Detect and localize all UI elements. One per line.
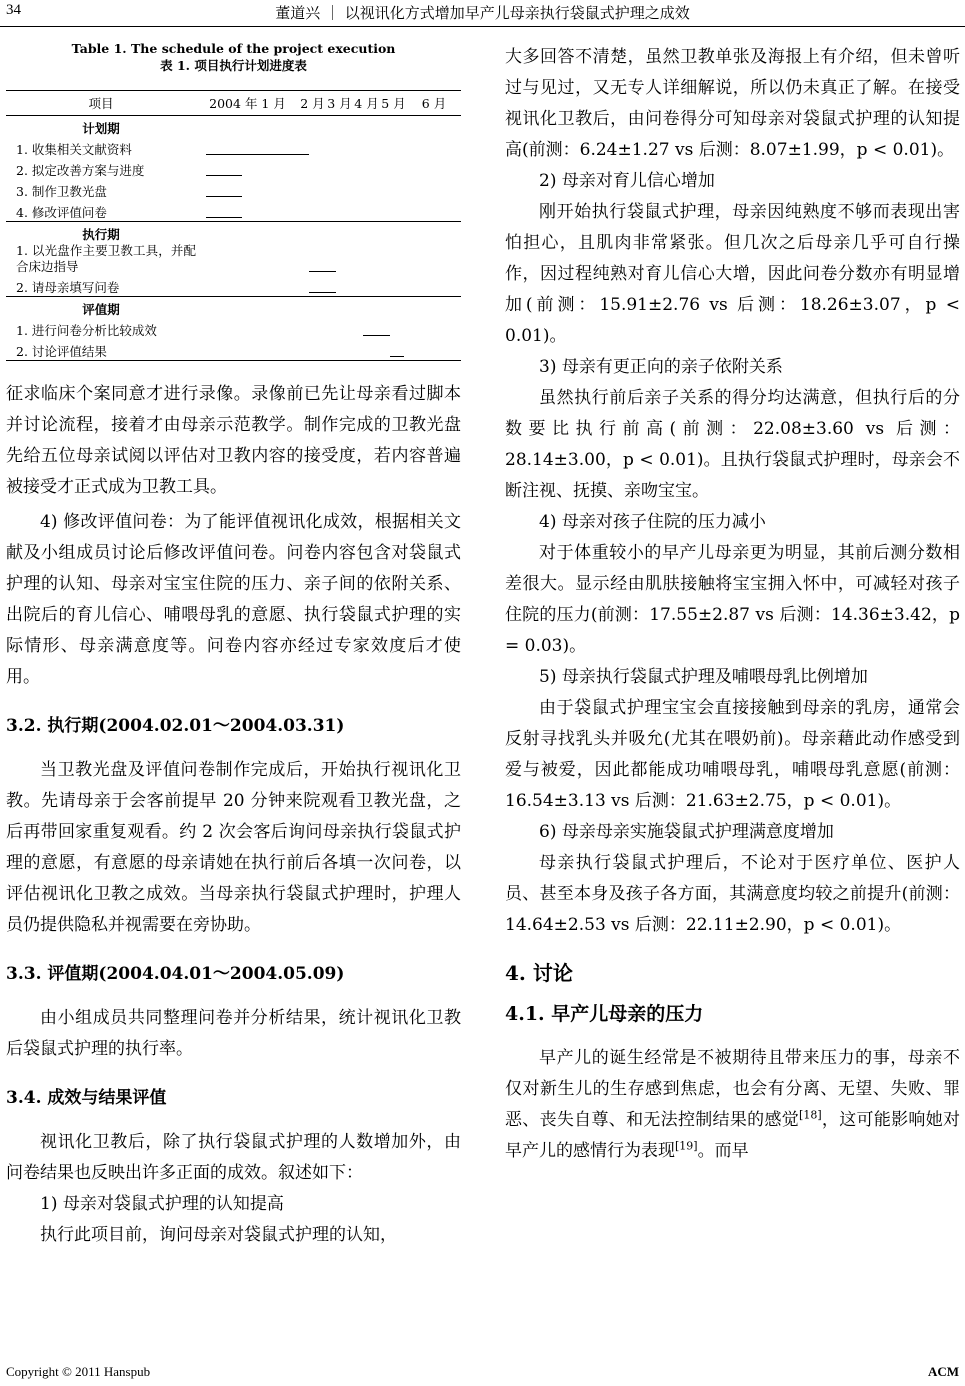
gantt-bar <box>309 271 336 272</box>
list-item: 2) 母亲对育儿信心增加 <box>539 171 715 191</box>
running-title: 董道兴 ｜ 以视讯化方式增加早产儿母亲执行袋鼠式护理之成效 <box>275 4 690 22</box>
citation-ref: [18] <box>799 1108 822 1122</box>
page-header <box>0 0 965 27</box>
paragraph: 征求临床个案同意才进行录像。录像前已先让母亲看过脚本并讨论流程，接着才由母亲示范教学。制作完成的卫教光盘先给五位母亲试阅以评估对卫教内容的接受度，若内容普遍被接受才正式成为卫教工具。 <box>6 384 461 497</box>
phase-row <box>6 222 461 244</box>
section-heading-4: 4. 讨论 <box>505 961 573 985</box>
col-header: 项目 <box>6 91 196 116</box>
phase-row <box>6 116 461 138</box>
gantt-bar <box>363 335 390 336</box>
paragraph: 4) 修改评值问卷：为了能评值视讯化成效，根据相关文献及小组成员讨论后修改评值问卷。问卷内容包含对袋鼠式护理的认知、母亲对宝宝住院的压力、亲子间的依附关系、出院后的育儿信心、哺喂母乳的意愿、执行袋鼠式护理的实际情形、母亲满意度等。问卷内容亦经过专家效度后才使用。 <box>6 512 461 687</box>
paragraph: 执行此项目前，询问母亲对袋鼠式护理的认知， <box>40 1225 397 1245</box>
section-heading-3-2: 3.2. 执行期(2004.02.01～2004.03.31) <box>6 716 345 736</box>
paragraph <box>505 1043 960 1167</box>
paragraph: 虽然执行前后亲子关系的得分均达满意，但执行后的分数要比执行前高(前测：22.08±3.60 vs 后测：28.14±3.00，p < 0.01)。且执行袋鼠式护理时，母亲会不断注视、抚摸、亲吻宝宝。 <box>505 388 960 501</box>
col-header: 6 月 <box>407 91 461 116</box>
phase-exec-label: 执行期 <box>6 222 196 244</box>
col-header: 3 月 <box>326 91 353 116</box>
row-label: 2. 请母亲填写问卷 <box>16 280 120 295</box>
section-heading-3-4: 3.4. 成效与结果评值 <box>6 1088 167 1108</box>
gantt-bar <box>206 196 242 197</box>
schedule-table <box>6 90 461 361</box>
row-label: 1. 收集相关文献资料 <box>16 142 132 157</box>
table-row <box>6 339 461 361</box>
list-item: 3) 母亲有更正向的亲子依附关系 <box>539 357 783 377</box>
footer-copyright: Copyright © 2011 Hanspub <box>6 1364 151 1379</box>
paragraph: 由于袋鼠式护理宝宝会直接接触到母亲的乳房，通常会反射寻找乳头并吸允(尤其在喂奶前)。母亲藉此动作感受到爱与被爱，因此都能成功哺喂母乳，哺喂母乳意愿(前测：16.54±3.13 vs 后测：21.63±2.75，p < 0.01)。 <box>505 698 960 811</box>
row-label: 2. 拟定改善方案与进度 <box>16 163 145 178</box>
row-label: 2. 讨论评值结果 <box>6 339 196 361</box>
table-caption-zh: 表 1. 项目执行计划进度表 <box>160 58 307 73</box>
table-row <box>6 200 461 222</box>
table-header-row <box>6 91 461 116</box>
col-header: 2 月 <box>299 91 326 116</box>
table-row <box>6 318 461 339</box>
list-item: 4) 母亲对孩子住院的压力减小 <box>539 512 766 532</box>
gantt-bar <box>309 292 336 293</box>
row-label: 4. 修改评值问卷 <box>16 205 107 220</box>
row-label: 1. 进行问卷分析比较成效 <box>16 323 157 338</box>
table-row <box>6 243 461 275</box>
col-header: 4 月 <box>353 91 380 116</box>
col-header: 2004 年 1 月 <box>196 91 299 116</box>
paragraph: 对于体重较小的早产儿母亲更为明显，其前后测分数相差很大。显示经由肌肤接触将宝宝拥入怀中，可减轻对孩子住院的压力(前测：17.55±2.87 vs 后测：14.36±3.42，p = 0.03)。 <box>505 543 960 656</box>
paragraph-text: 早产儿的诞生经常是不被期待且带来压力的事，母亲不仅对新生儿的生存感到焦虑，也会有分离、无望、失败、罪恶、丧失自尊、和无法控制结果的感觉 <box>505 1048 960 1130</box>
table-row <box>6 179 461 200</box>
list-item: 5) 母亲执行袋鼠式护理及哺喂母乳比例增加 <box>539 667 868 687</box>
section-heading-3-3: 3.3. 评值期(2004.04.01～2004.05.09) <box>6 964 345 984</box>
table-caption-en: Table 1. The schedule of the project execution <box>71 41 396 56</box>
section-heading-4-1: 4.1. 早产儿母亲的压力 <box>505 1003 704 1025</box>
list-item: 1) 母亲对袋鼠式护理的认知提高 <box>40 1194 284 1214</box>
table-row <box>6 275 461 297</box>
paragraph: 母亲执行袋鼠式护理后，不论对于医疗单位、医护人员、甚至本身及孩子各方面，其满意度均较之前提升(前测：14.64±2.53 vs 后测：22.11±2.90，p < 0.01)。 <box>505 853 960 935</box>
col-header: 5 月 <box>380 91 407 116</box>
gantt-bar <box>206 175 242 176</box>
paragraph-text: ，这可能影响她对早产儿的感情行为表现 <box>505 1110 961 1161</box>
paragraph: 刚开始执行袋鼠式护理，母亲因纯熟度不够而表现出害怕担心，且肌肉非常紧张。但几次之后母亲几乎可自行操作，因过程纯熟对育儿信心大增，因此问卷分数亦有明显增加(前测：15.91±2.76 vs 后测：18.26±3.07，p < 0.01)。 <box>505 202 960 346</box>
table-row <box>6 158 461 179</box>
row-label: 1. 以光盘作主要卫教工具，并配合床边指导 <box>16 243 196 274</box>
paragraph: 大多回答不清楚，虽然卫教单张及海报上有介绍，但未曾听过与见过，又无专人详细解说，所以仍未真正了解。在接受视讯化卫教后，由问卷得分可知母亲对袋鼠式护理的认知提高(前测：6.24±1.27 vs 后测：8.07±1.99，p < 0.01)。 <box>505 47 960 160</box>
phase-eval-label: 评值期 <box>6 297 196 319</box>
citation-ref: [19] <box>675 1139 698 1153</box>
paragraph: 视讯化卫教后，除了执行袋鼠式护理的人数增加外，由问卷结果也反映出许多正面的成效。叙述如下： <box>6 1132 461 1183</box>
left-column <box>6 40 461 1251</box>
gantt-bar <box>206 154 309 155</box>
table-row <box>6 137 461 158</box>
page-number: 34 <box>6 2 21 18</box>
gantt-bar <box>390 356 404 357</box>
right-column <box>505 42 960 1167</box>
paragraph: 当卫教光盘及评值问卷制作完成后，开始执行视讯化卫教。先请母亲于会客前提早 20 分钟来院观看卫教光盘，之后再带回家重复观看。约 2 次会客后询问母亲执行袋鼠式护理的意愿，有意愿的母亲请她在执行前后各填一次问卷，以评估视讯化卫教之成效。当母亲执行袋鼠式护理时，护理人员仍提供隐私并视需要在旁协助。 <box>6 760 461 935</box>
phase-plan-label: 计划期 <box>82 121 120 136</box>
list-item: 6) 母亲母亲实施袋鼠式护理满意度增加 <box>539 822 834 842</box>
paragraph-text: 。而早 <box>697 1141 749 1161</box>
footer-journal: ACM <box>927 1364 959 1379</box>
row-label: 3. 制作卫教光盘 <box>16 184 107 199</box>
paragraph: 由小组成员共同整理问卷并分析结果，统计视讯化卫教后袋鼠式护理的执行率。 <box>6 1008 461 1059</box>
phase-row <box>6 297 461 319</box>
gantt-bar <box>206 217 242 218</box>
